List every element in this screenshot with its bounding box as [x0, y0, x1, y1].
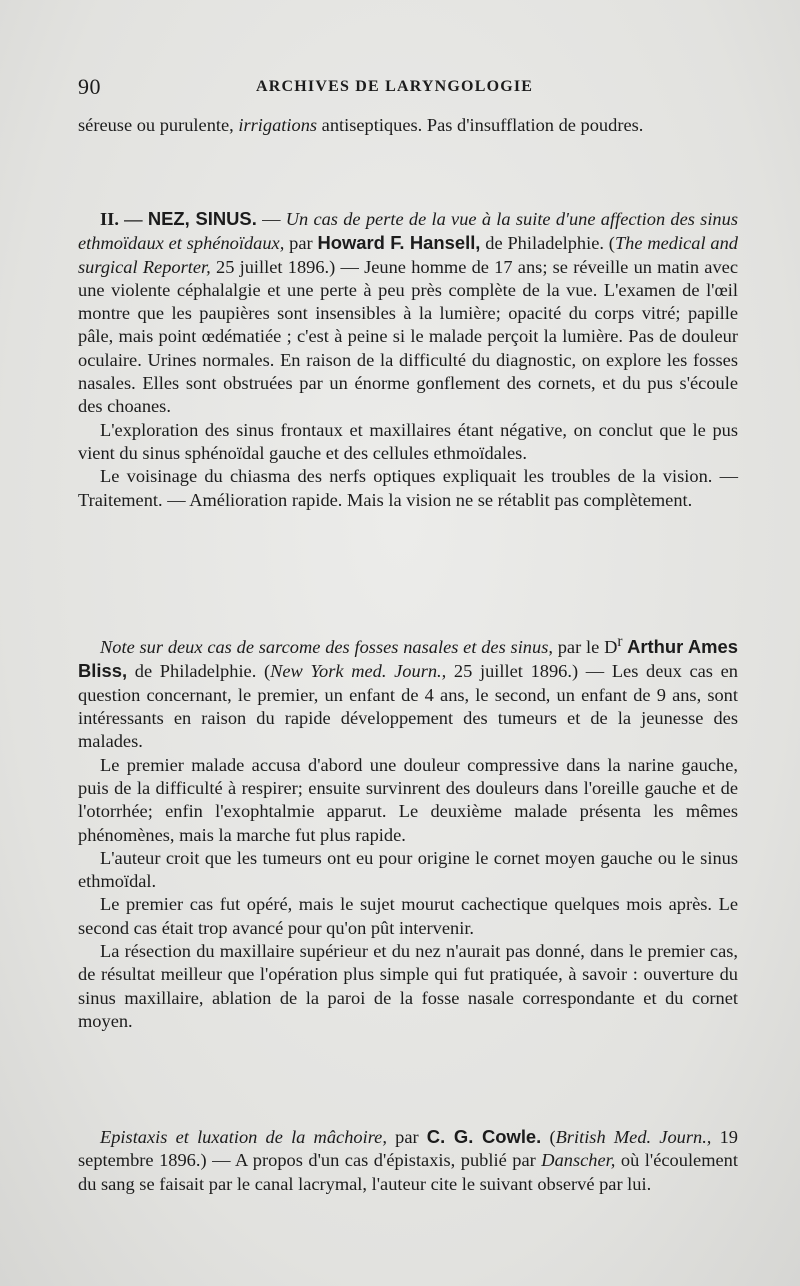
bliss-abstract: Note sur deux cas de sarcome des fosses nasales et des sinus, par le $D^r$ Arthur Ames Bliss, de Philadelphie. (New York med. Journ., 25 juillet 1896.) — Les deux cas en question concernant, le premier, un enfant de 4 ans, le second, un enfant de 9 ans, sont intéressants en raison du rapide développement des tumeurs et de la jeunesse des malades. [78, 633, 738, 752]
article-author: Arthur Ames Bliss, [78, 636, 738, 682]
hansell-abstract: II. — NEZ, SINUS. — Un cas de perte de la vue à la suite d'une affection des sinus ethmoïdaux et sphénoïdaux, par Howard F. Hansell, de Philadelphie. (The medical and surgical Reporter, 25 juillet 1896.) — Jeune homme de 17 ans; se réveille un matin avec une violente céphalalgie et une perte à peu près complète de la vue. L'examen de l'œil montre que les paupières sont insensibles à la lumière; opacité du corps vitré; papille pâle, mais point œdématiée ; c'est à peine si le malade perçoit la lumière. Pas de douleur oculaire. Urines normales. En raison de la difficulté du diagnostic, on explore les fosses nasales. Elles sont obstruées par un énorme gonflement des cornets, et du pus s'écoule des choanes. [78, 208, 738, 417]
paragraph: L'exploration des sinus frontaux et maxillaires étant négative, on conclut que le pus vient du sinus sphénoïdal gauche et des cellules ethmoïdales. [78, 419, 738, 463]
journal-name: New York med. Journ., [270, 661, 447, 682]
article-sarcome [78, 630, 738, 1033]
article-title: Un cas de perte de la vue à la suite d'une affection des sinus ethmoïdaux et sphénoïdaux, [78, 209, 738, 254]
cowle-abstract: Epistaxis et luxation de la mâchoire, par C. G. Cowle. (British Med. Journ., 19 septembre 1896.) — A propos d'un cas d'épistaxis, publié par Danscher, où l'écoulement du sang se faisait par le canal lacrymal, l'auteur cite le suivant observé par lui. [78, 1126, 738, 1194]
section-numeral: II. [100, 209, 119, 229]
article-epistaxis [78, 1125, 738, 1196]
page-header [78, 74, 738, 104]
section-heading: NEZ, SINUS. [147, 208, 257, 229]
article-author: C. G. Cowle. [426, 1126, 542, 1147]
section-nez-sinus [78, 207, 738, 512]
paragraph: La résection du maxillaire supérieur et du nez n'aurait pas donné, dans le premier cas, de résultat meilleur que l'opération plus simple qui fut pratiquée, à savoir : ouverture du sinus maxillaire, ablation de la paroi de la fosse nasale correspondante et du cornet moyen. [78, 940, 738, 1031]
article-title: Epistaxis et luxation de la mâchoire, [100, 1127, 387, 1147]
paragraph: L'auteur croit que les tumeurs ont eu pour origine le cornet moyen gauche ou le sinus ethmoïdal. [78, 847, 738, 892]
cited-author: Danscher, [541, 1150, 616, 1171]
paragraph: Le voisinage du chiasma des nerfs optiques expliquait les troubles de la vision. — Traitement. — Amélioration rapide. Mais la vision ne se rétablit pas complètement. [78, 466, 738, 510]
article-author: Howard F. Hansell, [317, 232, 481, 254]
paragraph: Le premier cas fut opéré, mais le sujet mourut cachectique quelques mois après. Le second cas était trop avancé pour qu'on pût intervenir. [78, 894, 738, 938]
intro-paragraph: séreuse ou purulente, irrigations antiseptiques. Pas d'insufflation de poudres. [78, 115, 644, 135]
page-number: 90 [78, 74, 101, 99]
paragraph: Le premier malade accusa d'abord une douleur compressive dans la narine gauche, puis de la difficulté à respirer; ensuite survinrent des douleurs dans l'oreille gauche et de l'otorrhée; enfin l'exophtalmie apparut. Le deuxième malade présenta les mêmes phénomènes, mais la marche fut plus rapide. [78, 754, 738, 845]
journal-name: The medical and surgical Reporter, [78, 233, 738, 277]
journal-name: British Med. Journ., [555, 1127, 712, 1147]
article-title: Note sur deux cas de sarcome des fosses nasales et des sinus, [100, 637, 553, 658]
running-head: ARCHIVES DE LARYNGOLOGIE [256, 78, 534, 95]
